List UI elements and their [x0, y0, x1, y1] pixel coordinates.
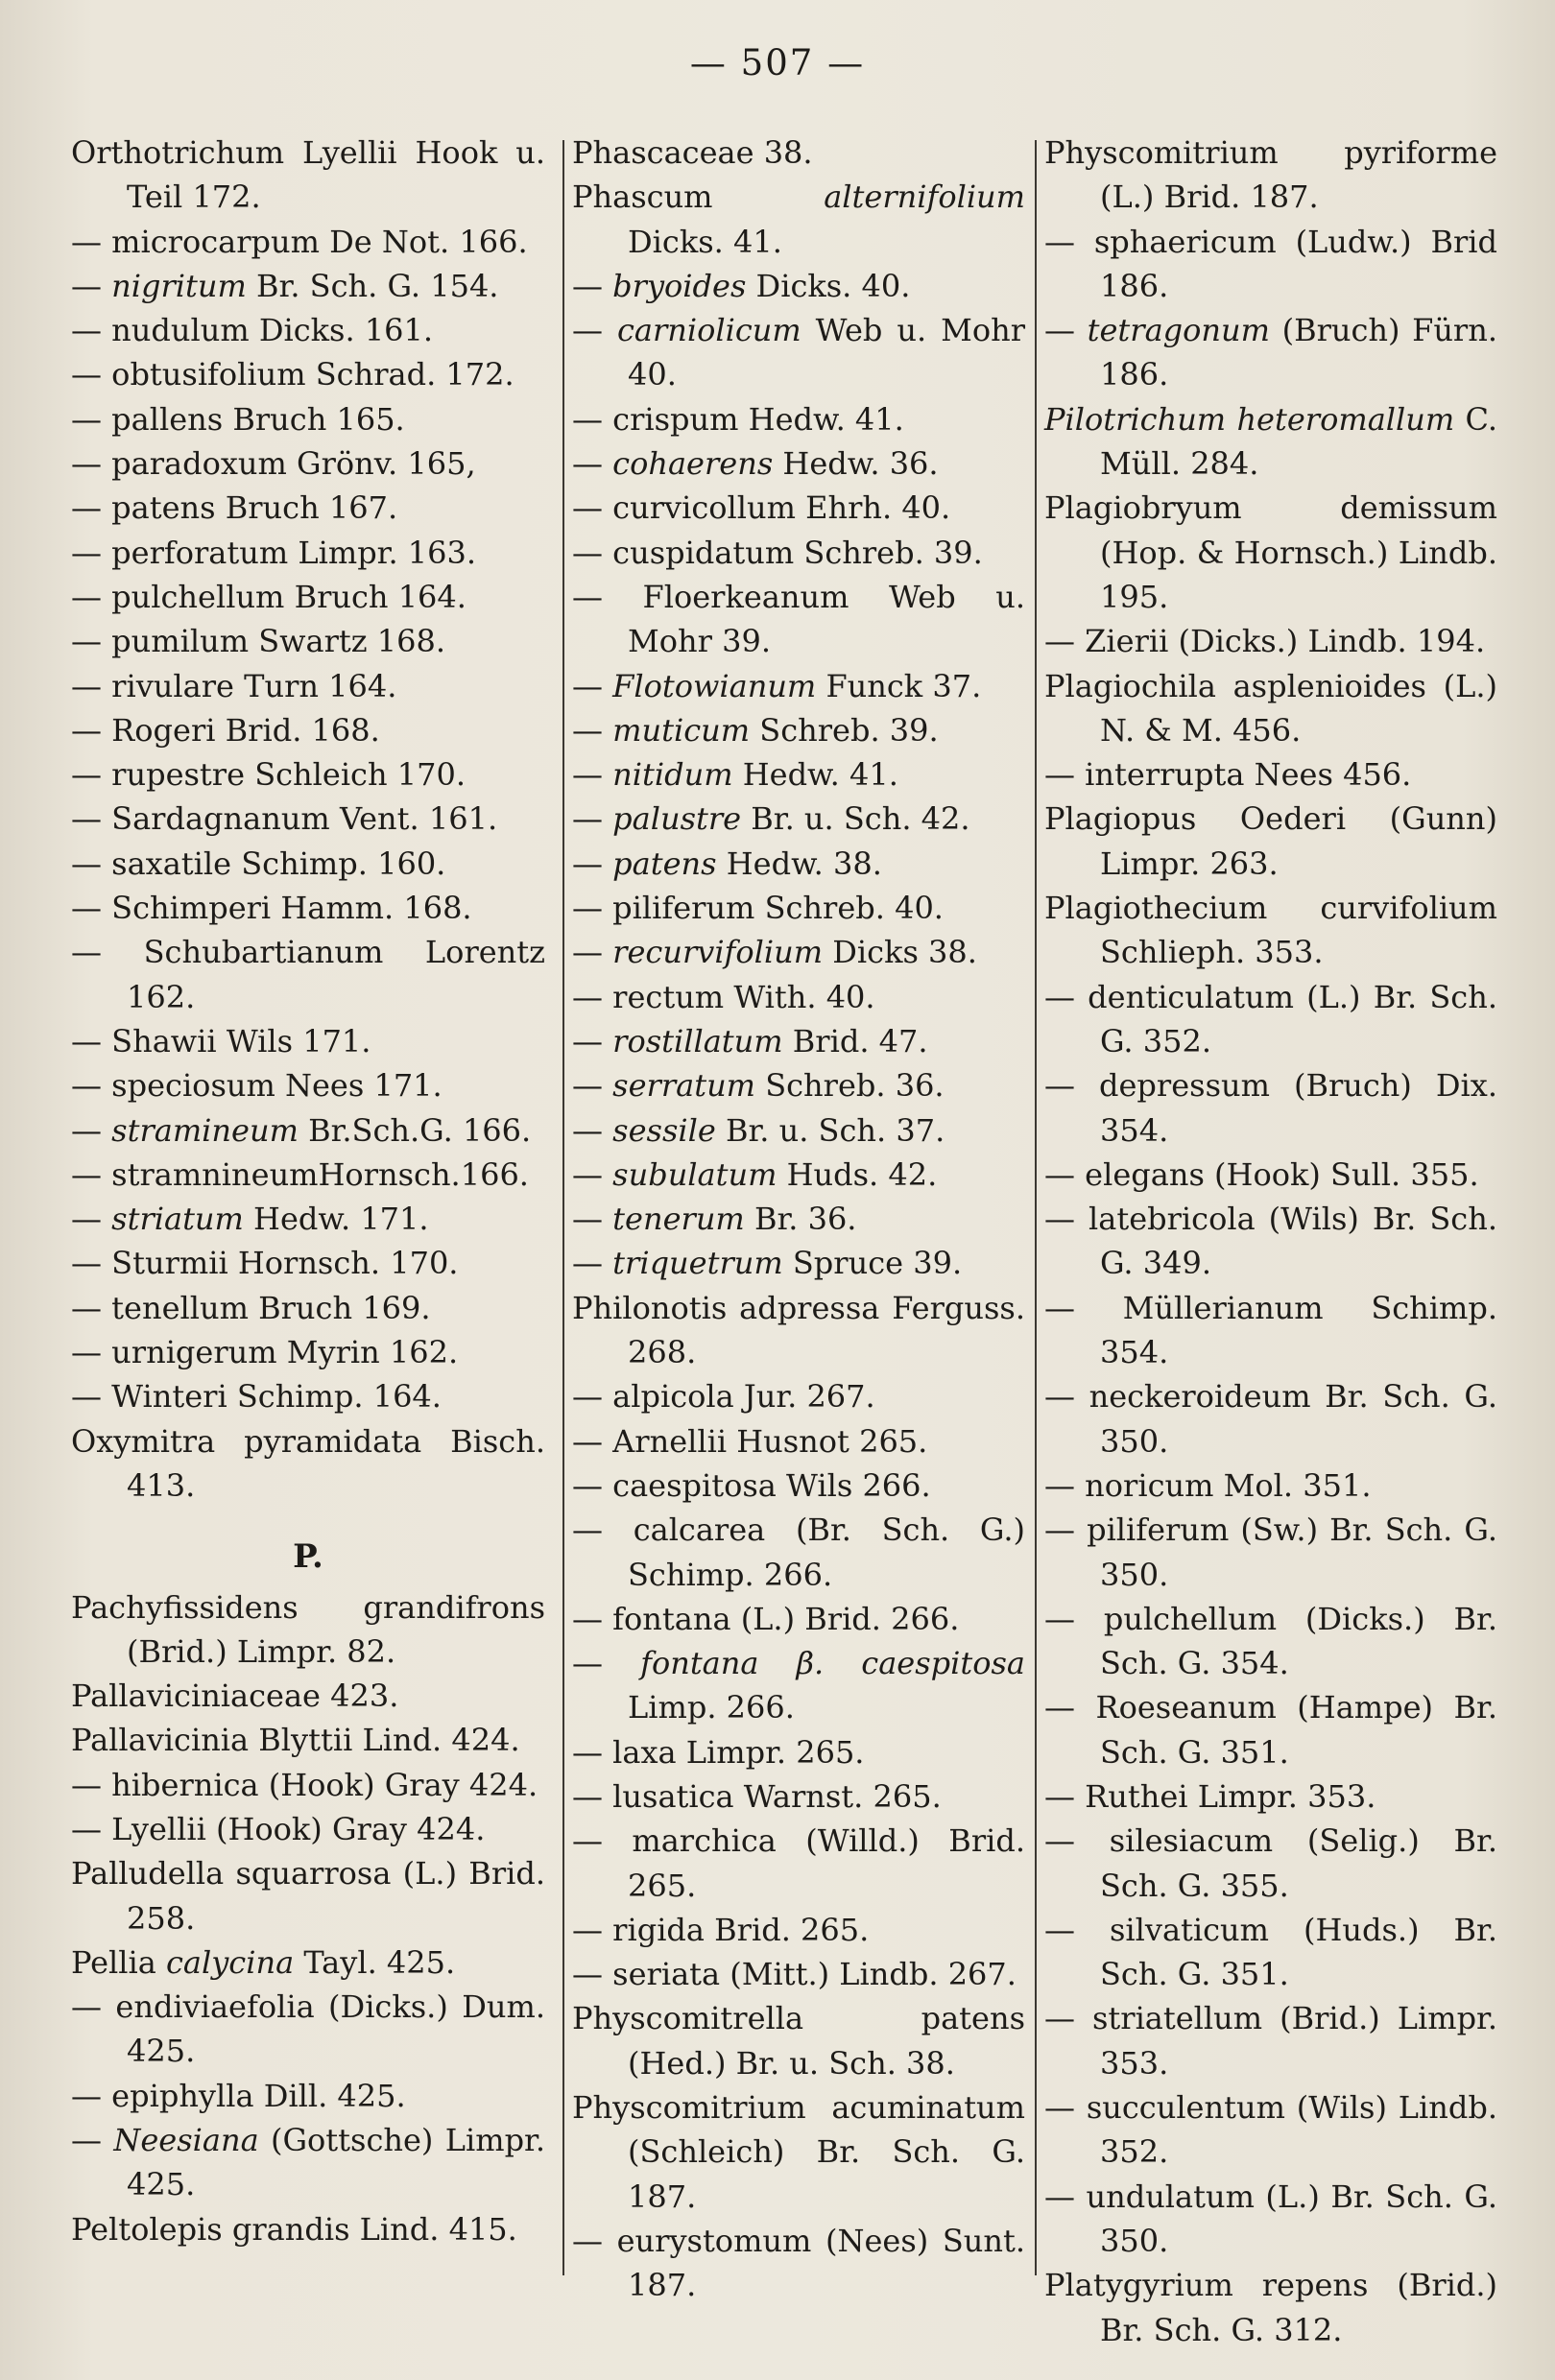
- entry-text-italic: nigritum: [111, 267, 247, 304]
- index-entry: [1044, 220, 1497, 309]
- entry-text: Pallavicinia Blyttii Lind. 424.: [71, 1722, 520, 1759]
- entry-text: — microcarpum De Not. 166.: [71, 223, 528, 260]
- index-entry: [572, 1464, 1025, 1508]
- entry-text: — Sardagnanum Vent. 161.: [71, 800, 498, 838]
- index-column-3: [1035, 134, 1498, 2348]
- entry-text: Pachyfissidens grandifrons (Brid.) Limpr. 82.: [71, 1588, 545, 1670]
- index-entry: [71, 2118, 545, 2207]
- entry-text: — marchica (Willd.) Brid. 265.: [572, 1822, 1025, 1904]
- entry-text: — Schimperi Hamm. 168.: [71, 890, 472, 927]
- entry-text-italic: calycina: [165, 1943, 295, 1981]
- index-entry: [1044, 2263, 1497, 2352]
- index-entry: [71, 842, 545, 886]
- index-entry: [71, 352, 545, 396]
- index-entry: [71, 1940, 545, 1985]
- entry-text: — perforatum Limpr. 163.: [71, 534, 477, 571]
- entry-text: Phascum: [572, 178, 825, 216]
- index-entry: [572, 131, 1025, 175]
- entry-text: — interrupta Nees 456.: [1044, 756, 1412, 794]
- index-entry: [71, 1419, 545, 1509]
- entry-text: — silesiacum (Selig.) Br. Sch. G. 355.: [1044, 1822, 1497, 1904]
- entry-text-italic: patens: [612, 845, 717, 882]
- index-entry: [572, 1241, 1025, 1285]
- entry-text: — noricum Mol. 351.: [1044, 1466, 1372, 1504]
- entry-text: — seriata (Mitt.) Lindb. 267.: [572, 1956, 1017, 1993]
- index-entry: [572, 575, 1025, 664]
- index-entry: [71, 797, 545, 841]
- entry-text: — eurystomum (Nees) Sunt. 187.: [572, 2222, 1025, 2304]
- column-entries: [572, 131, 1025, 2308]
- entry-text: — lusatica Warnst. 265.: [572, 1777, 942, 1815]
- entry-text: Phascaceae 38.: [572, 134, 813, 171]
- entry-text: — piliferum (Sw.) Br. Sch. G. 350.: [1044, 1511, 1497, 1593]
- entry-text: — sphaericum (Ludw.) Brid 186.: [1044, 223, 1497, 304]
- entry-text: C. Müll. 284.: [1100, 400, 1497, 483]
- entry-text: Br. u. Sch. 37.: [715, 1111, 945, 1149]
- entry-text: —: [1044, 312, 1088, 349]
- entry-text: — pumilum Swartz 168.: [71, 623, 446, 660]
- index-entry: [572, 264, 1025, 308]
- entry-text: — Floerkeanum Web u. Mohr 39.: [572, 578, 1025, 660]
- index-entry: [572, 397, 1025, 441]
- entry-text: — piliferum Schreb. 40.: [572, 890, 944, 927]
- entry-text: — Lyellii (Hook) Gray 424.: [71, 1810, 486, 1847]
- index-entry: [572, 175, 1025, 264]
- index-entry: [71, 1807, 545, 1851]
- index-entry: [71, 1330, 545, 1374]
- entry-text: Funck 37.: [816, 667, 982, 704]
- index-entry: [1044, 1597, 1497, 1686]
- index-entry: [572, 752, 1025, 797]
- entry-text: Plagiochila asplenioides (L.) N. & M. 456.: [1044, 667, 1497, 749]
- entry-text: —: [71, 1201, 112, 1238]
- index-entry: [572, 886, 1025, 930]
- entry-text-italic: subulatum: [612, 1155, 778, 1193]
- index-entry: [1044, 131, 1497, 220]
- index-entry: [572, 1952, 1025, 1996]
- entry-text: — speciosum Nees 171.: [71, 1067, 443, 1105]
- entry-text: Oxymitra pyramidata Bisch. 413.: [71, 1422, 545, 1504]
- entry-text: — Müllerianum Schimp. 354.: [1044, 1289, 1497, 1371]
- entry-text: — Shawii Wils 171.: [71, 1022, 371, 1059]
- index-entry: [1044, 1819, 1497, 1908]
- entry-text: — epiphylla Dill. 425.: [71, 2077, 406, 2114]
- index-entry: [572, 2219, 1025, 2308]
- entry-text: —: [572, 667, 613, 704]
- index-entry: [572, 531, 1025, 575]
- index-entry: [572, 975, 1025, 1019]
- entry-text: —: [572, 445, 613, 483]
- entry-text-italic: carniolicum: [616, 312, 801, 349]
- index-entry: [572, 1597, 1025, 1641]
- entry-text: — Rogeri Brid. 168.: [71, 711, 380, 749]
- entry-text: Pellia: [71, 1943, 166, 1981]
- entry-text: Physcomitrella patens (Hed.) Br. u. Sch. 38.: [572, 2000, 1025, 2082]
- entry-text-italic: Pilotrichum heteromallum: [1044, 400, 1455, 438]
- index-entry: [572, 1197, 1025, 1241]
- entry-text: — rivulare Turn 164.: [71, 667, 397, 704]
- index-entry: [572, 1730, 1025, 1774]
- index-entry: [71, 1153, 545, 1197]
- index-entry: [71, 1763, 545, 1807]
- entry-text: —: [572, 1155, 613, 1193]
- index-entry: [71, 1718, 545, 1762]
- index-entry: [572, 308, 1025, 397]
- entry-text: — stramnineumHornsch.166.: [71, 1155, 529, 1193]
- entry-text: Br. u. Sch. 42.: [741, 800, 970, 838]
- entry-text: Plagiothecium curvifolium Schlieph. 353.: [1044, 890, 1497, 971]
- index-entry: [1044, 2085, 1497, 2175]
- index-entry: [572, 708, 1025, 752]
- entry-text: Limp. 266.: [628, 1689, 795, 1726]
- entry-text: —: [572, 1245, 613, 1282]
- index-entry: [1044, 2175, 1497, 2264]
- entry-text: Schreb. 39.: [750, 711, 939, 749]
- entry-text: — denticulatum (L.) Br. Sch. G. 352.: [1044, 978, 1497, 1059]
- index-entry: [71, 575, 545, 619]
- entry-text: (Bruch) Fürn. 186.: [1100, 312, 1498, 393]
- index-entry: [71, 619, 545, 663]
- index-entry: [71, 131, 545, 220]
- entry-text: — laxa Limpr. 265.: [572, 1733, 865, 1771]
- index-entry: [572, 1996, 1025, 2085]
- entry-text-italic: tetragonum: [1087, 312, 1270, 349]
- index-entry: [71, 441, 545, 486]
- entry-text: — saxatile Schimp. 160.: [71, 845, 446, 882]
- index-entry: [572, 1019, 1025, 1063]
- index-entry: [71, 1374, 545, 1418]
- entry-text: — neckeroideum Br. Sch. G. 350.: [1044, 1378, 1497, 1460]
- index-column-1: [71, 131, 545, 2251]
- index-entry: [71, 1286, 545, 1330]
- index-entry: [71, 531, 545, 575]
- entry-text: — calcarea (Br. Sch. G.) Schimp. 266.: [572, 1511, 1025, 1593]
- entry-text-italic: nitidum: [612, 756, 733, 794]
- index-entry: [1044, 1996, 1497, 2085]
- entry-text: Orthotrichum Lyellii Hook u. Teil 172.: [71, 134, 545, 216]
- section-heading: P.: [293, 1537, 323, 1577]
- entry-text: —: [71, 2122, 114, 2159]
- index-entry: [71, 1585, 545, 1675]
- entry-text: —: [71, 1111, 112, 1149]
- entry-text: Pallaviciniaceae 423.: [71, 1678, 399, 1715]
- entry-text: — patens Bruch 167.: [71, 489, 398, 527]
- entry-text: — Ruthei Limpr. 353.: [1044, 1777, 1376, 1815]
- index-entry: [1044, 1374, 1497, 1464]
- entry-text: Web u. Mohr 40.: [628, 312, 1026, 393]
- index-entry: [1044, 486, 1497, 619]
- entry-text-italic: bryoides: [612, 267, 747, 304]
- entry-text-italic: Neesiana: [113, 2122, 259, 2159]
- index-entry: [572, 1374, 1025, 1418]
- index-entry: [572, 797, 1025, 841]
- entry-text: — Roeseanum (Hampe) Br. Sch. G. 351.: [1044, 1689, 1497, 1771]
- entry-text-italic: fontana β. caespitosa: [640, 1645, 1025, 1682]
- entry-text: Schreb. 36.: [755, 1067, 945, 1105]
- entry-text-italic: rostillatum: [612, 1022, 783, 1059]
- entry-text: — Zierii (Dicks.) Lindb. 194.: [1044, 623, 1486, 660]
- entry-text-italic: alternifolium: [824, 178, 1025, 216]
- entry-text: — rigida Brid. 265.: [572, 1911, 870, 1948]
- entry-text: — rectum With. 40.: [572, 978, 875, 1015]
- entry-text: — nudulum Dicks. 161.: [71, 312, 434, 349]
- entry-text: —: [572, 1022, 613, 1059]
- entry-text: Hedw. 38.: [716, 845, 882, 882]
- entry-text: — endiviaefolia (Dicks.) Dum. 425.: [71, 1988, 545, 2070]
- entry-text: —: [572, 845, 613, 882]
- index-entry: [71, 2207, 545, 2251]
- entry-text: — crispum Hedw. 41.: [572, 400, 904, 438]
- index-entry: [1044, 1197, 1497, 1286]
- index-entry: [71, 2074, 545, 2118]
- index-entry: [71, 1019, 545, 1063]
- entry-text: — alpicola Jur. 267.: [572, 1378, 875, 1416]
- entry-text: — elegans (Hook) Sull. 355.: [1044, 1155, 1479, 1193]
- entry-text: Hedw. 171.: [243, 1201, 429, 1238]
- entry-text-italic: cohaerens: [612, 445, 774, 483]
- entry-text: —: [572, 756, 613, 794]
- index-entry: [572, 1641, 1025, 1730]
- entry-text: Hedw. 36.: [773, 445, 939, 483]
- index-entry: [572, 842, 1025, 886]
- entry-text: Dicks 38.: [823, 934, 977, 971]
- entry-text: — paradoxum Grönv. 165,: [71, 445, 476, 483]
- entry-text: Peltolepis grandis Lind. 415.: [71, 2210, 517, 2248]
- entry-text: — pallens Bruch 165.: [71, 400, 405, 438]
- index-entry: [572, 930, 1025, 974]
- index-entry: [71, 1241, 545, 1285]
- index-entry: [71, 1108, 545, 1153]
- entry-text: — Arnellii Husnot 265.: [572, 1422, 928, 1460]
- entry-text: — curvicollum Ehrh. 40.: [572, 489, 951, 527]
- entry-text: — hibernica (Hook) Gray 424.: [71, 1766, 538, 1803]
- entry-text-italic: stramineum: [111, 1111, 299, 1149]
- entry-text: Dicks. 41.: [628, 223, 782, 260]
- index-entry: [71, 708, 545, 752]
- entry-text: Hedw. 41.: [732, 756, 898, 794]
- index-entry: [1044, 1508, 1497, 1597]
- entry-text: — pulchellum (Dicks.) Br. Sch. G. 354.: [1044, 1600, 1497, 1682]
- entry-text-italic: striatum: [111, 1201, 244, 1238]
- entry-text: — Sturmii Hornsch. 170.: [71, 1245, 459, 1282]
- entry-text: —: [572, 312, 617, 349]
- entry-text: Philonotis adpressa Ferguss. 268.: [572, 1289, 1025, 1371]
- entry-text: — obtusifolium Schrad. 172.: [71, 356, 514, 393]
- column-entries: [71, 131, 545, 2251]
- entry-text: — undulatum (L.) Br. Sch. G. 350.: [1044, 2178, 1497, 2259]
- index-entry: [572, 1908, 1025, 1952]
- index-entry: [71, 1063, 545, 1107]
- entry-text: Physcomitrium pyriforme (L.) Brid. 187.: [1044, 134, 1497, 216]
- entry-text: Spruce 39.: [782, 1245, 963, 1282]
- entry-text-italic: Flotowianum: [612, 667, 817, 704]
- index-entry: [1044, 397, 1497, 487]
- entry-text: Physcomitrium acuminatum (Schleich) Br. Sch. G. 187.: [572, 2089, 1025, 2215]
- entry-text: Br. Sch. G. 154.: [246, 267, 499, 304]
- entry-text: —: [572, 267, 613, 304]
- entry-text: — silvaticum (Huds.) Br. Sch. G. 351.: [1044, 1911, 1497, 1993]
- entry-text: —: [572, 1111, 613, 1149]
- entry-text-italic: tenerum: [612, 1201, 745, 1238]
- index-column-2: [562, 134, 1026, 2304]
- entry-text: — cuspidatum Schreb. 39.: [572, 534, 983, 571]
- entry-text-italic: recurvifolium: [612, 934, 824, 971]
- index-entry: [572, 1063, 1025, 1107]
- entry-text: — pulchellum Bruch 164.: [71, 578, 466, 615]
- index-entry: [572, 486, 1025, 530]
- entry-text: — Schubartianum Lorentz 162.: [71, 934, 545, 1015]
- entry-text: —: [572, 1645, 641, 1682]
- index-entry: [1044, 619, 1497, 663]
- index-entry: [572, 1153, 1025, 1197]
- entry-text-italic: muticum: [612, 711, 751, 749]
- entry-text: Huds. 42.: [777, 1155, 938, 1193]
- index-entry: [1044, 1908, 1497, 1997]
- page-number: — 507 —: [689, 42, 866, 83]
- index-entry: [71, 220, 545, 264]
- index-entry: [1044, 886, 1497, 975]
- entry-text: — striatellum (Brid.) Limpr. 353.: [1044, 2000, 1497, 2082]
- entry-text: —: [572, 800, 613, 838]
- entry-text: Brid. 47.: [782, 1022, 928, 1059]
- index-entry: [1044, 1286, 1497, 1375]
- entry-text-italic: sessile: [612, 1111, 716, 1149]
- index-entry: [572, 1419, 1025, 1464]
- index-entry: [71, 886, 545, 930]
- entry-text: (Gottsche) Limpr. 425.: [127, 2122, 545, 2203]
- index-entry: [572, 1508, 1025, 1597]
- entry-text: Plagiopus Oederi (Gunn) Limpr. 263.: [1044, 800, 1497, 882]
- entry-text: Plagiobryum demissum (Hop. & Hornsch.) Lindb. 195.: [1044, 489, 1497, 615]
- index-entry: [71, 264, 545, 308]
- entry-text: Palludella squarrosa (L.) Brid. 258.: [71, 1855, 545, 1937]
- entry-text: —: [71, 267, 112, 304]
- index-entry: [71, 752, 545, 797]
- index-entry: [71, 1674, 545, 1718]
- index-entry: [1044, 664, 1497, 753]
- index-entry: [71, 397, 545, 441]
- entry-text: Tayl. 425.: [294, 1943, 456, 1981]
- index-entry: [572, 2085, 1025, 2219]
- index-entry: [1044, 1063, 1497, 1153]
- entry-text: — urnigerum Myrin 162.: [71, 1334, 459, 1371]
- entry-text: Br. 36.: [744, 1201, 857, 1238]
- index-entry: [1044, 1774, 1497, 1819]
- index-entry: [1044, 1685, 1497, 1774]
- entry-text: — succulentum (Wils) Lindb. 352.: [1044, 2089, 1497, 2171]
- index-entry: [572, 664, 1025, 708]
- entry-text: — caespitosa Wils 266.: [572, 1466, 931, 1504]
- index-entry: [572, 1774, 1025, 1819]
- index-entry: [1044, 1153, 1497, 1197]
- entry-text: — Winteri Schimp. 164.: [71, 1378, 442, 1416]
- entry-text: —: [572, 1067, 613, 1105]
- entry-text: Br.Sch.G. 166.: [298, 1111, 532, 1149]
- index-entry: [572, 1108, 1025, 1153]
- entry-text-italic: serratum: [612, 1067, 756, 1105]
- index-entry: [572, 441, 1025, 486]
- entry-text: — tenellum Bruch 169.: [71, 1289, 431, 1326]
- entry-text: —: [572, 1201, 613, 1238]
- entry-text: — latebricola (Wils) Br. Sch. G. 349.: [1044, 1201, 1497, 1282]
- entry-text-italic: palustre: [612, 800, 742, 838]
- entry-text: — fontana (L.) Brid. 266.: [572, 1600, 960, 1637]
- index-entry: [1044, 975, 1497, 1064]
- entry-text: Platygyrium repens (Brid.) Br. Sch. G. 312.: [1044, 2267, 1497, 2348]
- index-entry: [71, 1851, 545, 1940]
- entry-text-italic: triquetrum: [612, 1245, 783, 1282]
- index-entry: [572, 1819, 1025, 1908]
- index-entry: [71, 486, 545, 530]
- index-entry: [1044, 308, 1497, 397]
- entry-text: — depressum (Bruch) Dix. 354.: [1044, 1067, 1497, 1149]
- index-entry: [1044, 752, 1497, 797]
- index-entry: [1044, 1464, 1497, 1508]
- entry-text: — rupestre Schleich 170.: [71, 756, 466, 794]
- entry-text: —: [572, 711, 613, 749]
- entry-text: Dicks. 40.: [746, 267, 911, 304]
- index-entry: [1044, 797, 1497, 886]
- index-entry: [71, 930, 545, 1019]
- entry-text: —: [572, 934, 613, 971]
- index-entry: [71, 664, 545, 708]
- column-entries: [1044, 131, 1497, 2352]
- index-entry: [572, 1286, 1025, 1375]
- index-entry: [71, 1985, 545, 2074]
- index-entry: [71, 1197, 545, 1241]
- index-entry: [71, 308, 545, 352]
